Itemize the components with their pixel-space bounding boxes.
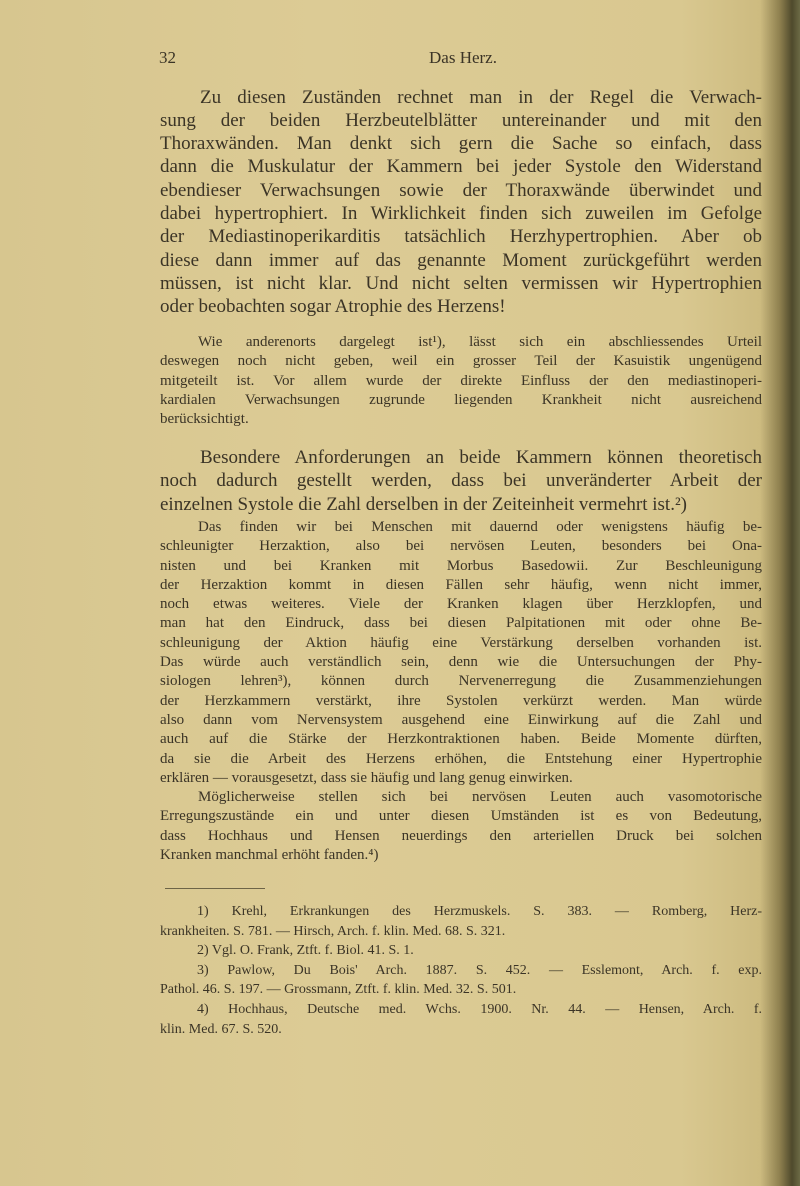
text-line: berücksichtigt. [160, 411, 249, 428]
footnote-line: 3) Pawlow, Du Bois' Arch. 1887. S. 452. — Esslemont, Arch. f. exp. [197, 962, 762, 978]
footnote-line: 4) Hochhaus, Deutsche med. Wchs. 1900. Nr. 44. — Hensen, Arch. f. [197, 1001, 762, 1017]
text-line: der Herzaktion kommt in diesen Fällen sehr häufig, wenn nicht immer, [160, 576, 762, 593]
text-line: da sie die Arbeit des Herzens erhöhen, die Entstehung einer Hypertrophie [160, 750, 762, 767]
paragraph-verwachsung [160, 86, 762, 319]
text-line: diese dann immer auf das genannte Moment zurückgeführt werden [160, 249, 762, 271]
footnote-divider [165, 888, 265, 889]
text-line: oder beobachten sogar Atrophie des Herzens! [160, 296, 506, 318]
paragraph-anforderungen [160, 446, 762, 516]
text-line: der Mediastinoperikarditis tatsächlich Herzhypertrophien. Aber ob [160, 226, 762, 248]
text-line: ebendieser Verwachsungen sowie der Thoraxwände überwindet und [160, 179, 762, 201]
text-line: Thoraxwänden. Man denkt sich gern die Sache so einfach, dass [160, 133, 762, 155]
text-line: Erregungszustände ein und unter diesen Umständen ist es von Bedeutung, [160, 808, 762, 825]
text-line: noch dadurch gestellt werden, dass bei unveränderter Arbeit der [160, 470, 762, 492]
text-line: sung der beiden Herzbeutelblätter untereinander und mit den [160, 109, 762, 131]
text-line: dabei hypertrophiert. In Wirklichkeit finden sich zuweilen im Gefolge [160, 202, 762, 224]
footnote-line: 2) Vgl. O. Frank, Ztft. f. Biol. 41. S. 1. [197, 943, 414, 959]
running-title: Das Herz. [429, 48, 497, 67]
text-line: Möglicherweise stellen sich bei nervösen Leuten auch vasomotorische [198, 789, 762, 806]
footnote-line: klin. Med. 67. S. 520. [160, 1021, 282, 1037]
text-line: schleunigung der Aktion häufig eine Verstärkung derselben vorhanden ist. [160, 634, 762, 651]
text-line: schleunigter Herzaktion, also bei nervösen Leuten, besonders bei Ona- [160, 538, 762, 555]
text-line: erklären — vorausgesetzt, dass sie häufig und lang genug einwirken. [160, 769, 573, 786]
text-line: dass Hochhaus und Hensen neuerdings den arteriellen Druck bei solchen [160, 827, 762, 844]
text-line: also dann vom Nervensystem ausgehend eine Einwirkung auf die Zahl und [160, 711, 762, 728]
text-line: siologen lehren³), können durch Nervenerregung die Zusammenziehungen [160, 673, 762, 690]
paragraph-nervoese-herzaktion [160, 518, 762, 865]
footnote-line: Pathol. 46. S. 197. — Grossmann, Ztft. f. klin. Med. 32. S. 501. [160, 982, 517, 998]
text-line: auch auf die Stärke der Herzkontraktionen haben. Beide Momente dürften, [160, 731, 762, 748]
text-line: Wie anderenorts dargelegt ist¹), lässt sich ein abschliessendes Urteil [198, 334, 762, 350]
text-line: einzelnen Systole die Zahl derselben in der Zeiteinheit vermehrt ist.²) [160, 493, 687, 515]
text-line: dann die Muskulatur der Kammern bei jeder Systole den Widerstand [160, 156, 762, 178]
text-line: der Herzkammern verstärkt, ihre Systolen verkürzt werden. Man würde [160, 692, 762, 709]
paragraph-kasuistik [160, 333, 762, 429]
text-line: nisten und bei Kranken mit Morbus Basedowii. Zur Beschleunigung [160, 557, 762, 574]
text-line: deswegen noch nicht geben, weil ein grosser Teil der Kasuistik ungenügend [160, 353, 762, 370]
text-line: müssen, ist nicht klar. Und nicht selten vermissen wir Hypertrophien [160, 272, 762, 294]
text-line: kardialen Verwachsungen zugrunde liegenden Krankheit nicht ausreichend [160, 391, 762, 408]
text-line: Besondere Anforderungen an beide Kammern können theoretisch [200, 447, 762, 468]
footnote-line: 1) Krehl, Erkrankungen des Herzmuskels. S. 383. — Romberg, Herz- [197, 904, 762, 919]
text-line: mitgeteilt ist. Vor allem wurde der direkte Einfluss der den mediastinoperi- [160, 372, 762, 389]
text-line: Zu diesen Zuständen rechnet man in der Regel die Verwach- [200, 86, 762, 108]
text-line: Das finden wir bei Menschen mit dauernd oder wenigstens häufig be- [198, 519, 762, 535]
footnote-line: krankheiten. S. 781. — Hirsch, Arch. f. klin. Med. 68. S. 321. [160, 923, 506, 939]
text-line: man hat den Eindruck, dass bei diesen Palpitationen mit oder ohne Be- [160, 615, 762, 632]
text-line: Das würde auch verständlich sein, denn wie die Untersuchungen der Phy- [160, 654, 762, 671]
page-number: 32 [159, 48, 176, 67]
text-line: noch etwas weiteres. Viele der Kranken klagen über Herzklopfen, und [160, 596, 762, 613]
text-line: Kranken manchmal erhöht fanden.⁴) [160, 847, 379, 864]
footnotes [160, 902, 762, 1039]
